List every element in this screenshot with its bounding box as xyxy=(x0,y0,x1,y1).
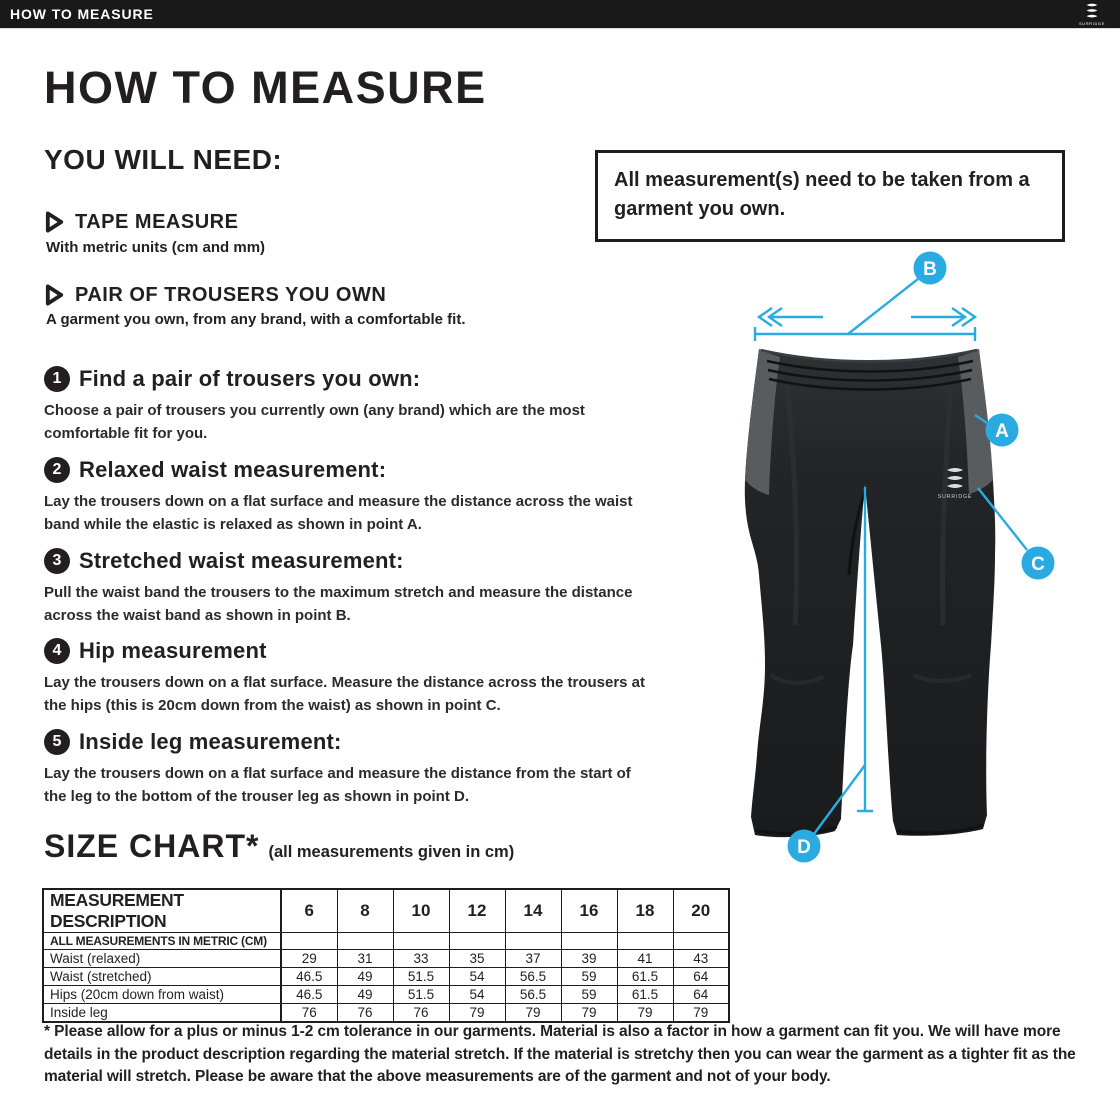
table-cell: 61.5 xyxy=(617,986,673,1004)
table-cell: 79 xyxy=(449,1004,505,1023)
table-cell: 54 xyxy=(449,968,505,986)
table-cell xyxy=(505,933,561,950)
table-cell xyxy=(617,933,673,950)
step-title: Relaxed waist measurement: xyxy=(79,457,387,482)
table-cell xyxy=(393,933,449,950)
table-cell: 76 xyxy=(281,1004,337,1023)
table-cell: 56.5 xyxy=(505,968,561,986)
point-d-label: D xyxy=(797,837,811,858)
point-d-badge xyxy=(788,830,821,863)
table-cell: 59 xyxy=(561,968,617,986)
table-cell: 79 xyxy=(505,1004,561,1023)
top-bar-title: HOW TO MEASURE xyxy=(10,6,154,22)
triangle-bullet-icon xyxy=(44,210,65,234)
surridge-brand-text: SURRIDGE xyxy=(1078,20,1106,26)
surridge-brand-text: SURRIDGE xyxy=(937,494,973,500)
step-description: Pull the waist band the trousers to the maximum stretch and measure the distance across the waist band as shown in point B. xyxy=(44,584,633,625)
column-header: 18 xyxy=(617,889,673,933)
table-cell: 37 xyxy=(505,950,561,968)
size-chart-table xyxy=(42,888,730,1023)
step-4 xyxy=(44,638,659,718)
size-chart-title: SIZE CHART* xyxy=(44,828,260,864)
table-cell: 64 xyxy=(673,968,729,986)
column-header: 14 xyxy=(505,889,561,933)
you-will-need-heading: YOU WILL NEED: xyxy=(44,144,283,175)
size-chart-heading xyxy=(44,828,514,865)
top-bar xyxy=(0,0,1120,29)
table-cell: 59 xyxy=(561,986,617,1004)
point-a-label: A xyxy=(995,421,1009,442)
table-cell: 51.5 xyxy=(393,968,449,986)
table-cell: 79 xyxy=(617,1004,673,1023)
point-c-badge xyxy=(1022,547,1055,580)
table-cell: 56.5 xyxy=(505,986,561,1004)
need-item-description: A garment you own, from any brand, with a comfortable fit. xyxy=(46,311,466,328)
step-description: Choose a pair of trousers you currently own (any brand) which are the most comfortable fit for you. xyxy=(44,402,585,443)
need-item-label: PAIR OF TROUSERS YOU OWN xyxy=(75,283,387,306)
surridge-logo xyxy=(1072,0,1112,28)
row-label: Waist (stretched) xyxy=(43,968,281,986)
table-cell: 33 xyxy=(393,950,449,968)
step-2 xyxy=(44,457,659,537)
step-5 xyxy=(44,729,659,809)
table-cell: 51.5 xyxy=(393,986,449,1004)
table-cell: 79 xyxy=(673,1004,729,1023)
table-cell xyxy=(449,933,505,950)
table-cell xyxy=(561,933,617,950)
table-cell: 76 xyxy=(337,1004,393,1023)
row-label: ALL MEASUREMENTS IN METRIC (CM) xyxy=(43,933,281,950)
table-cell: 49 xyxy=(337,986,393,1004)
table-cell: 79 xyxy=(561,1004,617,1023)
row-label: Hips (20cm down from waist) xyxy=(43,986,281,1004)
step-title: Stretched waist measurement: xyxy=(79,548,404,573)
step-number-badge: 3 xyxy=(44,548,70,574)
table-cell xyxy=(281,933,337,950)
table-row xyxy=(43,933,729,950)
step-title: Inside leg measurement: xyxy=(79,729,342,754)
page-title: HOW TO MEASURE xyxy=(44,62,487,113)
step-description: Lay the trousers down on a flat surface and measure the distance from the start of the leg to the bottom of the trouser leg as shown in point D. xyxy=(44,765,631,806)
table-cell: 31 xyxy=(337,950,393,968)
table-cell: 46.5 xyxy=(281,986,337,1004)
column-header: 6 xyxy=(281,889,337,933)
point-a-badge xyxy=(986,414,1019,447)
need-item-tape-measure xyxy=(44,210,238,234)
step-description: Lay the trousers down on a flat surface. Measure the distance across the trousers at the hips (this is 20cm down from the waist) as shown in point C. xyxy=(44,674,646,715)
column-header: 8 xyxy=(337,889,393,933)
row-label: Inside leg xyxy=(43,1004,281,1023)
triangle-bullet-icon xyxy=(44,283,65,307)
waist-measure-line xyxy=(755,327,975,341)
trousers-silhouette xyxy=(745,349,995,837)
column-header: 16 xyxy=(561,889,617,933)
tolerance-footnote: * Please allow for a plus or minus 1-2 cm tolerance in our garments. Material is also a factor in how a garment can fit you. We will have more details in the product description regarding the material stretch. If the material is stretchy then you can wear the garment as a tighter fit as the material will stretch. Please be aware that the above measurements are of the garment and not of your body. xyxy=(44,1023,1076,1086)
table-cell: 46.5 xyxy=(281,968,337,986)
point-c-label: C xyxy=(1031,554,1045,575)
step-title: Find a pair of trousers you own: xyxy=(79,366,421,391)
step-description: Lay the trousers down on a flat surface and measure the distance across the waist band while the elastic is relaxed as shown in point A. xyxy=(44,493,633,534)
row-label: Waist (relaxed) xyxy=(43,950,281,968)
table-cell xyxy=(337,933,393,950)
column-header: 10 xyxy=(393,889,449,933)
step-number-badge: 4 xyxy=(44,638,70,664)
table-cell: 61.5 xyxy=(617,968,673,986)
table-cell: 54 xyxy=(449,986,505,1004)
column-header: 12 xyxy=(449,889,505,933)
trousers-measurement-figure xyxy=(735,245,1075,885)
table-row xyxy=(43,1004,729,1023)
column-header: MEASUREMENT DESCRIPTION xyxy=(43,889,281,933)
table-cell: 35 xyxy=(449,950,505,968)
need-item-description: With metric units (cm and mm) xyxy=(46,239,266,256)
measurement-note-box: All measurement(s) need to be taken from a garment you own. xyxy=(595,150,1065,242)
table-cell: 76 xyxy=(393,1004,449,1023)
table-cell: 29 xyxy=(281,950,337,968)
step-number-badge: 5 xyxy=(44,729,70,755)
step-number-badge: 2 xyxy=(44,457,70,483)
step-1 xyxy=(44,366,659,446)
surridge-s-icon xyxy=(1072,1,1112,28)
table-cell: 64 xyxy=(673,986,729,1004)
table-header-row xyxy=(43,889,729,933)
point-b-label: B xyxy=(923,259,937,280)
need-item-trousers xyxy=(44,283,386,307)
point-b-badge xyxy=(914,252,947,285)
table-cell xyxy=(673,933,729,950)
trousers-image xyxy=(735,245,1075,885)
table-row xyxy=(43,986,729,1004)
column-header: 20 xyxy=(673,889,729,933)
table-row xyxy=(43,968,729,986)
table-cell: 43 xyxy=(673,950,729,968)
step-number-badge: 1 xyxy=(44,366,70,392)
need-item-label: TAPE MEASURE xyxy=(75,210,239,233)
table-cell: 41 xyxy=(617,950,673,968)
table-row xyxy=(43,950,729,968)
table-cell: 39 xyxy=(561,950,617,968)
size-chart-subtitle: (all measurements given in cm) xyxy=(268,843,515,861)
step-3 xyxy=(44,548,659,628)
table-cell: 49 xyxy=(337,968,393,986)
step-title: Hip measurement xyxy=(79,638,267,663)
